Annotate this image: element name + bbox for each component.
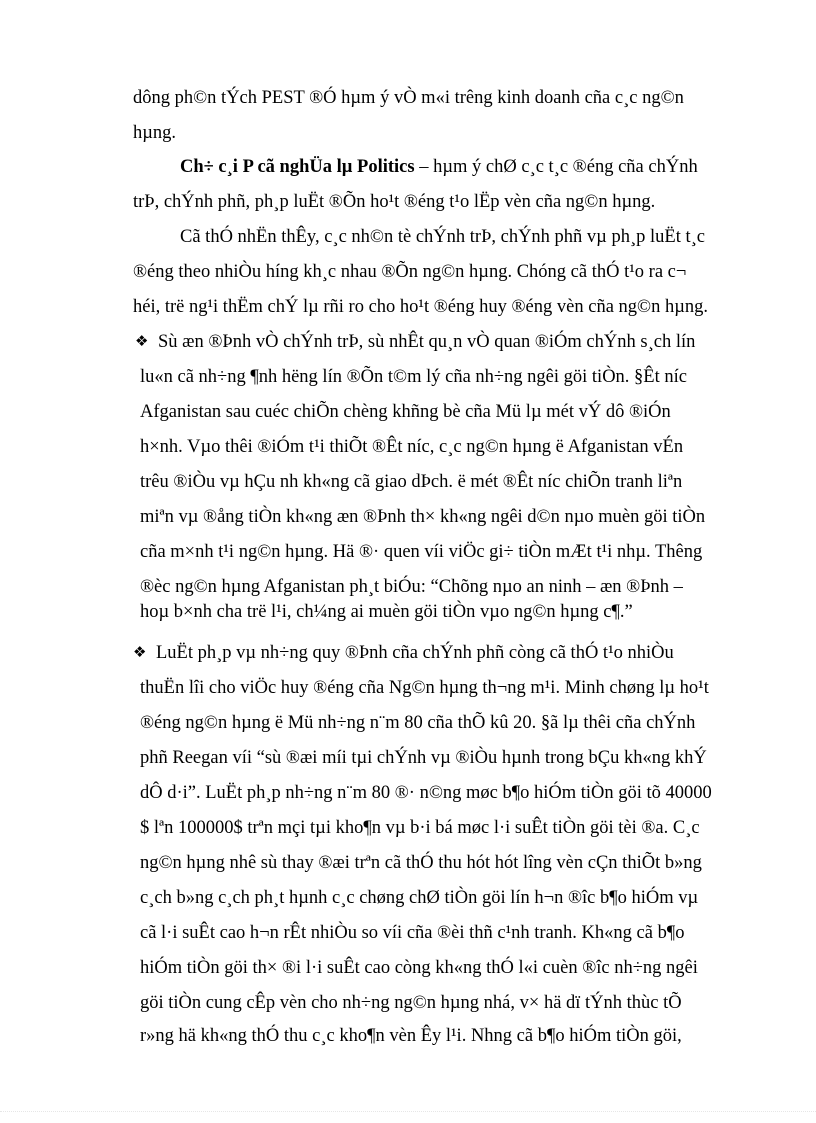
politics-paragraph-first-line bbox=[180, 158, 698, 177]
text-line: trÞ, chÝnh phñ, ph¸p luËt ®Õn ho¹t ®éng t¹o lËp vèn cña ng©n hµng. bbox=[133, 192, 656, 212]
text-line: ®èc ng©n hµng Afganistan ph¸t biÓu: “Chõng nµo an ninh – æn ®Þnh – bbox=[140, 577, 683, 597]
politics-heading: Ch÷ c¸i P cã nghÜa lµ Politics bbox=[180, 157, 415, 177]
text-line: ®éng ng©n hµng ë Mü nh÷ng n¨m 80 cña thÕ kû 20. §ã lµ thêi cña chÝnh bbox=[140, 713, 696, 733]
text-line: hµng. bbox=[133, 123, 177, 143]
text-line: Sù æn ®Þnh vÒ chÝnh trÞ, sù nhÊt qu¸n vÒ quan ®iÓm chÝnh s¸ch lín bbox=[158, 332, 696, 352]
text-line: trêu ®iÒu vµ hÇu nh kh«ng cã giao dÞch. ë mét ®Êt níc chiÕn tranh liªn bbox=[140, 472, 683, 492]
text-line: hiÓm tiÒn göi th× ®i l·i suÊt cao còng kh«ng thÓ l«i cuèn ®îc nh÷ng ngêi bbox=[140, 958, 698, 978]
text-line: dông ph©n tÝch PEST ®Ó hµm ý vÒ m«i trêng kinh doanh cña c¸c ng©n bbox=[133, 88, 684, 108]
text-line: héi, trë ng¹i thËm chÝ lµ rñi ro cho ho¹t ®éng huy ®éng vèn cña ng©n hµng. bbox=[133, 297, 708, 317]
text-line: LuËt ph¸p vµ nh÷ng quy ®Þnh cña chÝnh phñ còng cã thÓ t¹o nhiÒu bbox=[156, 643, 674, 663]
text-line: göi tiÒn cung cÊp vèn cho nh÷ng ng©n hµng nhá, v× hä dï tÝnh thùc tÕ bbox=[140, 993, 682, 1013]
text-line: phñ Reegan víi “sù ®æi míi tµi chÝnh vµ ®iÒu hµnh trong bÇu kh«ng khÝ bbox=[140, 748, 707, 768]
text-line: cã l·i suÊt cao h¬n rÊt nhiÒu so víi cña ®èi thñ c¹nh tranh. Kh«ng cã b¶o bbox=[140, 923, 685, 943]
bullet-diamond-icon: ❖ bbox=[135, 332, 149, 350]
text-line: Afganistan sau cuéc chiÕn chèng khñng bè cña Mü lµ mét vÝ dô ®iÓn bbox=[140, 402, 671, 422]
text-line: cña m×nh t¹i ng©n hµng. Hä ®· quen víi viÖc gi÷ tiÒn mÆt t¹i nhµ. Thêng bbox=[140, 542, 703, 562]
text-line: thuËn lîi cho viÖc huy ®éng cña Ng©n hµng th¬ng m¹i. Minh chøng lµ ho¹t bbox=[140, 678, 709, 698]
bullet-diamond-icon: ❖ bbox=[133, 643, 147, 661]
text-line: $ lªn 100000$ trªn mçi tµi kho¶n vµ b·i bá møc l·i suÊt tiÒn göi tèi ®a. C¸c bbox=[140, 818, 700, 838]
text-line: hoµ b×nh cha trë l¹i, ch¼ng ai muèn göi tiÒn vµo ng©n hµng c¶.” bbox=[140, 602, 633, 622]
text-line: h×nh. Vµo thêi ®iÓm t¹i thiÕt ®Êt níc, c¸c ng©n hµng ë Afganistan vÉn bbox=[140, 437, 684, 457]
text-line: c¸ch b»ng c¸ch ph¸t hµnh c¸c chøng chØ tiÒn göi lín h¬n ®îc b¶o hiÓm vµ bbox=[140, 888, 699, 908]
text-line: ®éng theo nhiÒu híng kh¸c nhau ®Õn ng©n hµng. Chóng cã thÓ t¹o ra c¬ bbox=[133, 262, 687, 282]
text-line: dÔ d·i”. LuËt ph¸p nh÷ng n¨m 80 ®· n©ng møc b¶o hiÓm tiÒn göi tõ 40000 bbox=[140, 783, 712, 803]
page-bottom-edge bbox=[0, 1111, 816, 1112]
text-line: lu«n cã nh÷ng ¶nh hëng lín ®Õn t©m lý cña nh÷ng ngêi göi tiÒn. §Êt níc bbox=[140, 367, 687, 387]
text-line: Cã thÓ nhËn thÊy, c¸c nh©n tè chÝnh trÞ, chÝnh phñ vµ ph¸p luËt t¸c bbox=[180, 227, 705, 247]
text-line: r»ng hä kh«ng thÓ thu c¸c kho¶n vèn Êy l¹i. Nhng cã b¶o hiÓm tiÒn göi, bbox=[140, 1026, 682, 1046]
text-line: ng©n hµng nhê sù thay ®æi trªn cã thÓ thu hót hót lîng vèn cÇn thiÕt b»ng bbox=[140, 853, 702, 873]
text-line: miªn vµ ®ång tiÒn kh«ng æn ®Þnh th× kh«ng ngêi d©n nµo muèn göi tiÒn bbox=[140, 507, 706, 527]
politics-definition: – hµm ý chØ c¸c t¸c ®éng cña chÝnh bbox=[414, 157, 698, 177]
